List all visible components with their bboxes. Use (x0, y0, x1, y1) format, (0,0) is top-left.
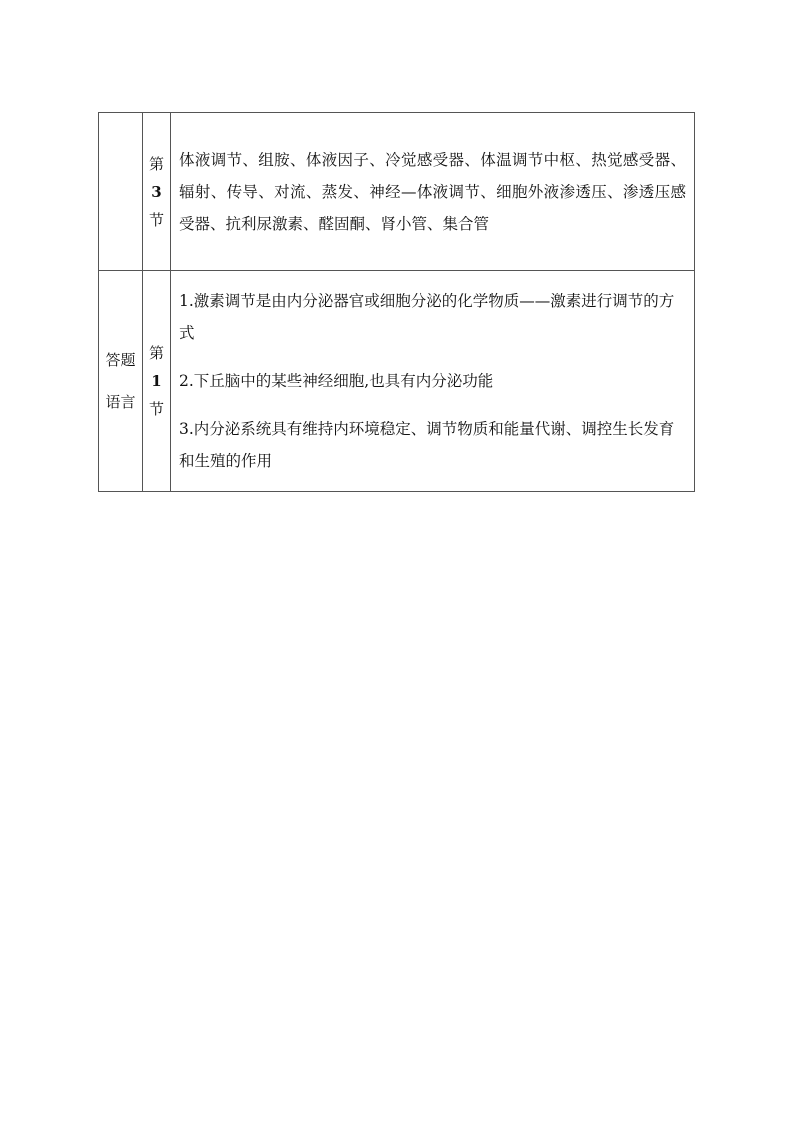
section-cell (143, 113, 171, 271)
answer-index: 1. (179, 292, 194, 310)
answer-index: 3. (179, 420, 194, 438)
section-char-1: 第 (148, 344, 164, 362)
category-cell (99, 271, 143, 492)
answer-text: 激素调节是由内分泌器官或细胞分泌的化学物质——激素进行调节的方式 (179, 292, 675, 342)
answer-item (179, 285, 686, 349)
vocab-content-cell (171, 113, 695, 271)
answer-list (179, 285, 686, 477)
answer-row (99, 271, 695, 492)
answer-index: 2. (179, 372, 194, 390)
answer-item (179, 365, 686, 397)
answer-text: 内分泌系统具有维持内环境稳定、调节物质和能量代谢、调控生长发育和生殖的作用 (179, 420, 675, 470)
answer-content-cell (171, 271, 695, 492)
section-cell (143, 271, 171, 492)
vocab-row (99, 113, 695, 271)
vocab-terms: 体液调节、组胺、体液因子、冷觉感受器、体温调节中枢、热觉感受器、辐射、传导、对流、蒸发、神经—体液调节、细胞外液渗透压、渗透压感受器、抗利尿激素、醛固酮、肾小管、集合管 (179, 150, 686, 233)
answer-item (179, 413, 686, 477)
knowledge-table (98, 112, 695, 492)
section-char-2: 节 (148, 210, 164, 229)
section-number: 1 (151, 372, 162, 390)
section-char-2: 节 (148, 400, 164, 418)
category-line-1: 答题 (105, 351, 136, 369)
section-char-1: 第 (148, 154, 164, 173)
category-line-2: 语言 (105, 393, 136, 411)
answer-text: 下丘脑中的某些神经细胞,也具有内分泌功能 (193, 372, 494, 390)
category-cell-empty (99, 113, 143, 271)
section-number: 3 (151, 182, 162, 201)
